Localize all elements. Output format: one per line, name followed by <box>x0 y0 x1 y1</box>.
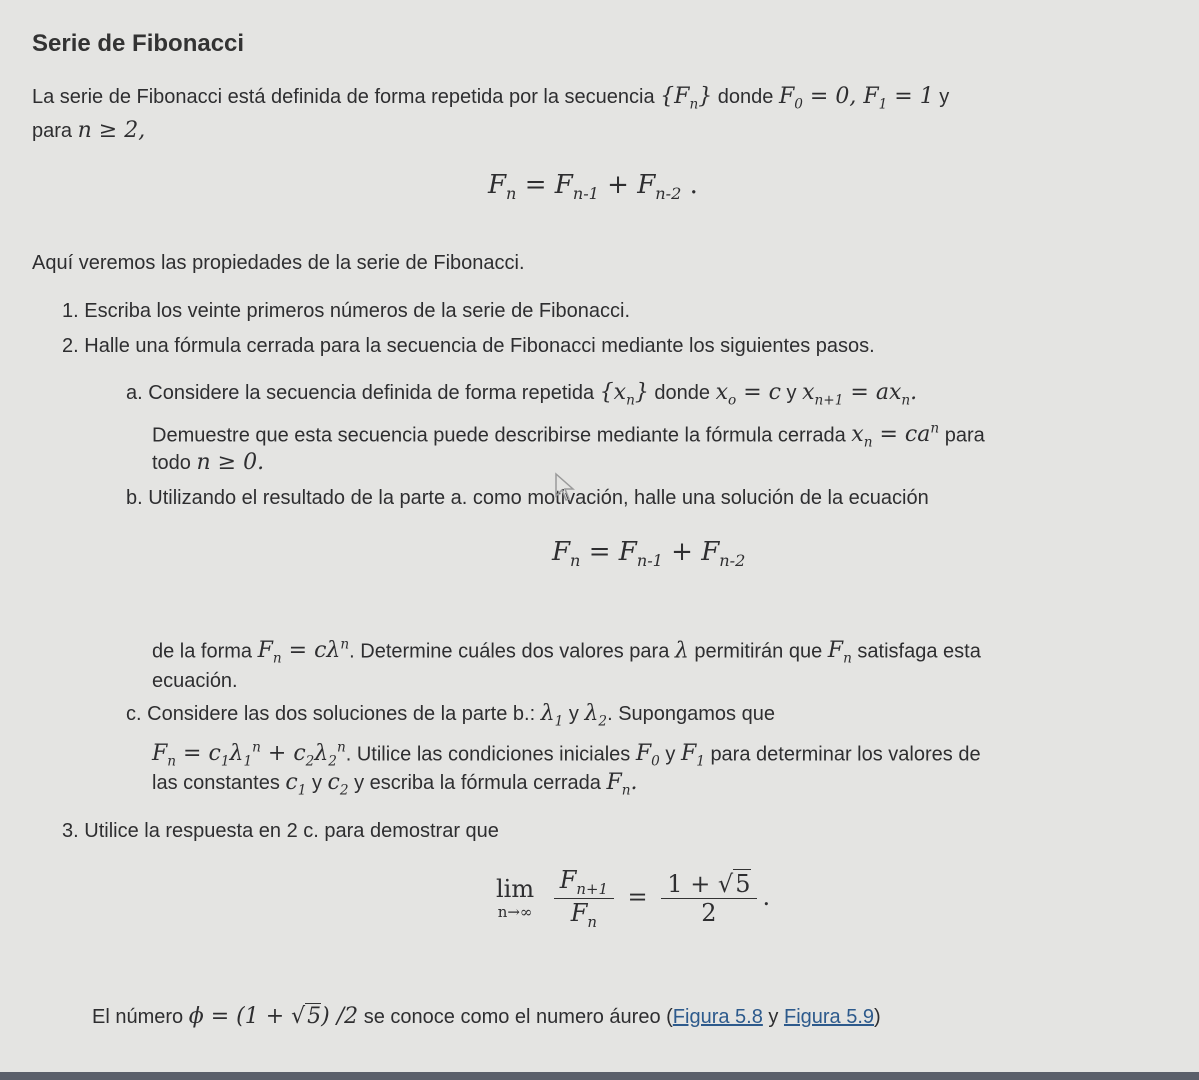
n-condition: n ≥ 2, <box>77 118 146 143</box>
subitem-b-line-3: ecuación. <box>152 670 238 692</box>
subitem-c-line-2: $F_n = c_1\lambda_1^n + c_2\lambda_2^n$. Utilice las condiciones iniciales $F_0$ y $F_1$ para determinar los valores de <box>152 740 981 770</box>
ratio-fraction: $\frac{F_{n+1}}{F_n}$ <box>554 866 614 931</box>
bottom-bar <box>0 1072 1199 1080</box>
list-item: 1. Escriba los veinte primeros números de la serie de Fibonacci. <box>62 300 631 322</box>
sequence-Fn: $\{F_n\}$ <box>660 84 713 113</box>
intro-line-2: para n ≥ 2, <box>32 118 146 143</box>
list-item: 3. Utilice la respuesta en 2 c. para demostrar que <box>62 820 499 842</box>
initial-conditions: $F_0 = 0$, $F_1 = 1$ <box>778 84 934 113</box>
golden-fraction: $\frac{1 + √5}{2}$ <box>661 870 756 927</box>
figura-5-9-link[interactable]: Figura 5.9 <box>783 1006 875 1028</box>
subitem-a-line-1: a. Considere la secuencia definida de forma repetida $\{x_n\}$ donde $x_o = c$ y $x_{n+1} = ax_n$. <box>126 380 918 409</box>
page-title: Serie de Fibonacci <box>32 30 245 57</box>
subitem-c-line-3: las constantes $c_1$ y $c_2$ y escriba la fórmula cerrada $F_n$. <box>152 770 638 799</box>
subitem-a-line-2: Demuestre que esta secuencia puede describirse mediante la fórmula cerrada $x_n = ca^n$ para <box>152 421 985 451</box>
subitem-c-line-1: c. Considere las dos soluciones de la parte b.: $\lambda_1$ y $\lambda_2$. Supongamos que <box>126 701 775 730</box>
figura-5-8-link[interactable]: Figura 5.8 <box>672 1006 763 1028</box>
mouse-cursor-icon <box>554 472 576 502</box>
subitem-b-equation: $F_n = F_{n-1} + F_{n-2}$ <box>552 537 746 571</box>
recurrence-equation: $F_n = F_{n-1} + F_{n-2}$ . <box>488 170 698 204</box>
subitem-a-line-3: todo n ≥ 0. <box>152 450 265 475</box>
subitem-b-line-2: de la forma $F_n = c\lambda^n$. Determine cuáles dos valores para λ permitirán que $F_n$ satisfaga esta <box>152 637 981 667</box>
limit-equation: lim n→∞ $\frac{F_{n+1}}{F_n}$ = $\frac{1 + √5}{2}$ . <box>496 866 771 931</box>
golden-ratio-line: El número ϕ = (1 + √5) /2 se conoce como el numero áureo (Figura 5.8 y Figura 5.9) <box>92 1004 881 1029</box>
list-item: 2. Halle una fórmula cerrada para la secuencia de Fibonacci mediante los siguientes pasos. <box>62 335 875 357</box>
intro-line-1: La serie de Fibonacci está definida de forma repetida por la secuencia $\{F_n\}$ donde $F_0 = 0$, $F_1 = 1$ y <box>32 84 950 113</box>
subitem-b-line-1: b. Utilizando el resultado de la parte a. como motivación, halle una solución de la ecuación <box>126 487 929 509</box>
properties-intro: Aquí veremos las propiedades de la serie de Fibonacci. <box>32 252 525 274</box>
